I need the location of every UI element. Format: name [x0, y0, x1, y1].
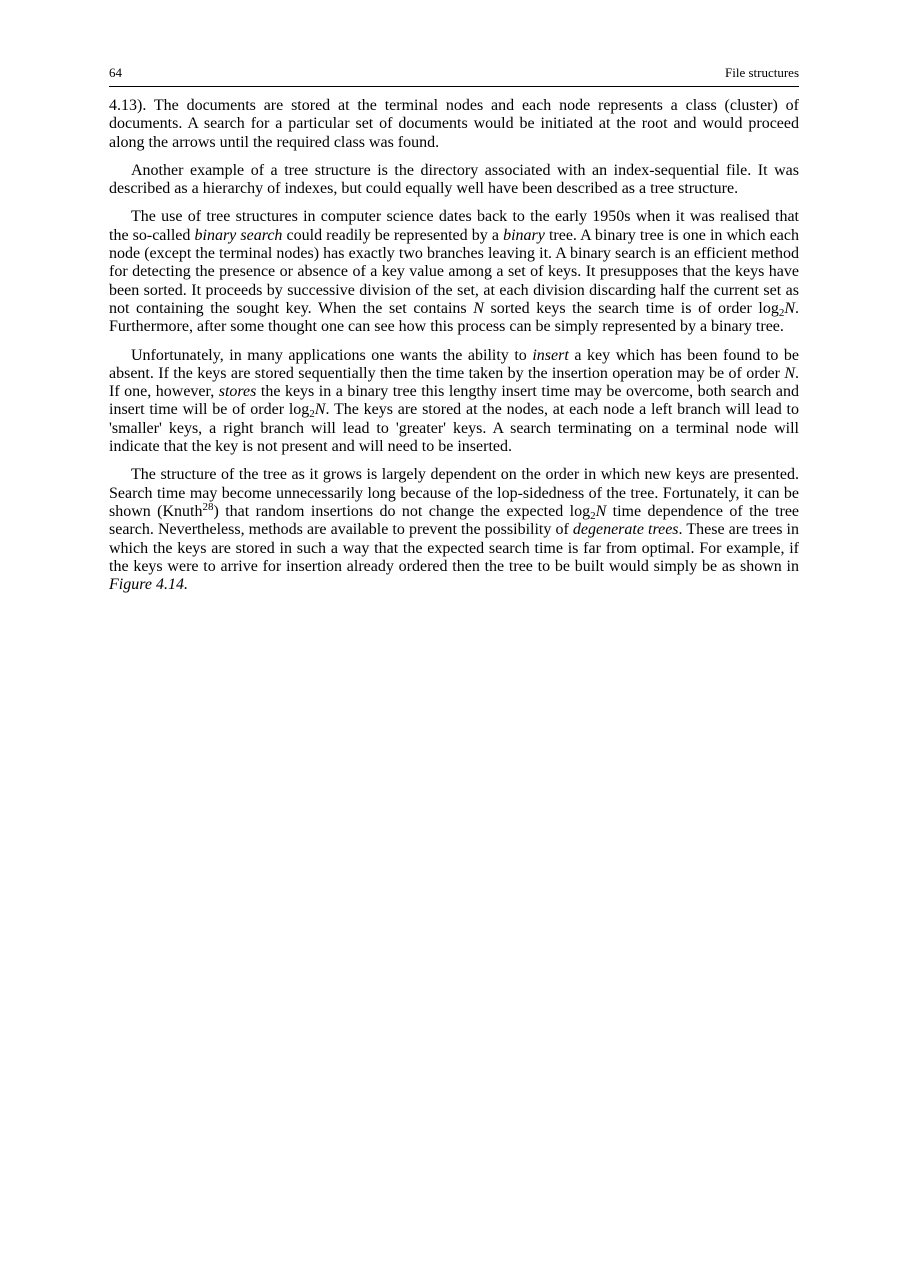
italic-binary: binary [503, 226, 545, 244]
paragraph-3-text-1: The use of tree structures in computer science dates back to the early 1950s when it was realised that the so-called [109, 208, 799, 244]
body-text [109, 97, 799, 594]
paragraph-5-text-4: . These are trees in which the keys are stored in such a way that the expected search time is far from optimal. For example, if the keys were to arrive for insertion already ordered then the tree to be built would simply be as shown in [109, 521, 799, 575]
paragraph-2-text: Another example of a tree structure is the directory associated with an index-sequential file. It was described as a hierarchy of indexes, but could equally well have been described as a tree structure. [109, 161, 799, 198]
italic-degenerate-trees: degenerate trees [572, 521, 679, 539]
subscript-2: 2 [778, 306, 785, 319]
citation-superscript: 28 [202, 500, 214, 513]
paragraph-3-text-5: . Furthermore, after some thought one can see how this process can be simply represented by a binary tree. [109, 299, 799, 336]
subscript-2: 2 [309, 408, 315, 421]
paragraph-5-text-2: ) that random insertions do not change the expected log [213, 502, 591, 520]
italic-n: N [784, 364, 795, 382]
paragraph-3-text-2: could readily be represented by a [282, 226, 504, 244]
italic-n: N [314, 401, 326, 419]
paragraph-4-text-4: the keys in a binary tree this lengthy insert time may be overcome, both search and insert time will be of order log [109, 383, 800, 419]
italic-n: N [784, 299, 795, 317]
italic-figure-reference: Figure 4.14. [109, 576, 188, 594]
running-title: File structures [724, 65, 799, 80]
paragraph-3-text-4: sorted keys the search time is of order log [483, 299, 779, 317]
italic-n: N [473, 299, 484, 317]
italic-binary-search: binary search [194, 226, 283, 244]
italic-insert: insert [532, 346, 569, 364]
paragraph-3-text-3: tree. A binary tree is one in which each node (except the terminal nodes) has exactly two branches leaving it. A binary search is an efficient method for detecting the presence or absence of a key value among a set of keys. It presupposes that the keys have been sorted. It proceeds by successive division of the set, at each division discarding half the current set as not containing the sought key. When the set contains [109, 226, 799, 317]
paragraph-1-text: 4.13). The documents are stored at the terminal nodes and each node represents a class (cluster) of documents. A search for a particular set of documents would be initiated at the root and would proceed along the arrows until the required class was found. [109, 97, 799, 151]
italic-stores: stores [218, 383, 257, 401]
paragraph-5-text-3: time dependence of the tree search. Nevertheless, methods are available to prevent the possibility of [109, 502, 800, 539]
paragraph-2 [109, 162, 799, 199]
subscript-2: 2 [590, 509, 596, 522]
page-number: 64 [109, 65, 122, 80]
paragraph-5 [109, 466, 799, 594]
paragraph-1 [109, 97, 799, 152]
running-header [109, 64, 799, 87]
paragraph-4 [109, 347, 799, 457]
italic-n: N [595, 502, 607, 520]
document-page [109, 64, 799, 604]
paragraph-3 [109, 208, 799, 336]
paragraph-4-text-5: . The keys are stored at the nodes, at each node a left branch will lead to 'smaller' keys, a right branch will lead to 'greater' keys. A search terminating on a terminal node will indicate that the key is not present and will need to be inserted. [109, 401, 800, 456]
paragraph-4-text-3: . If one, however, [109, 364, 799, 401]
paragraph-5-text-1: The structure of the tree as it grows is largely dependent on the order in which new keys are presented. Search time may become unnecessarily long because of the lop-sidedness of the tree. Fortunately, it can be shown (Knuth [109, 466, 799, 520]
paragraph-4-text-1: Unfortunately, in many applications one wants the ability to [131, 346, 533, 364]
paragraph-4-text-2: a key which has been found to be absent. If the keys are stored sequentially then the time taken by the insertion operation may be of order [109, 346, 799, 382]
